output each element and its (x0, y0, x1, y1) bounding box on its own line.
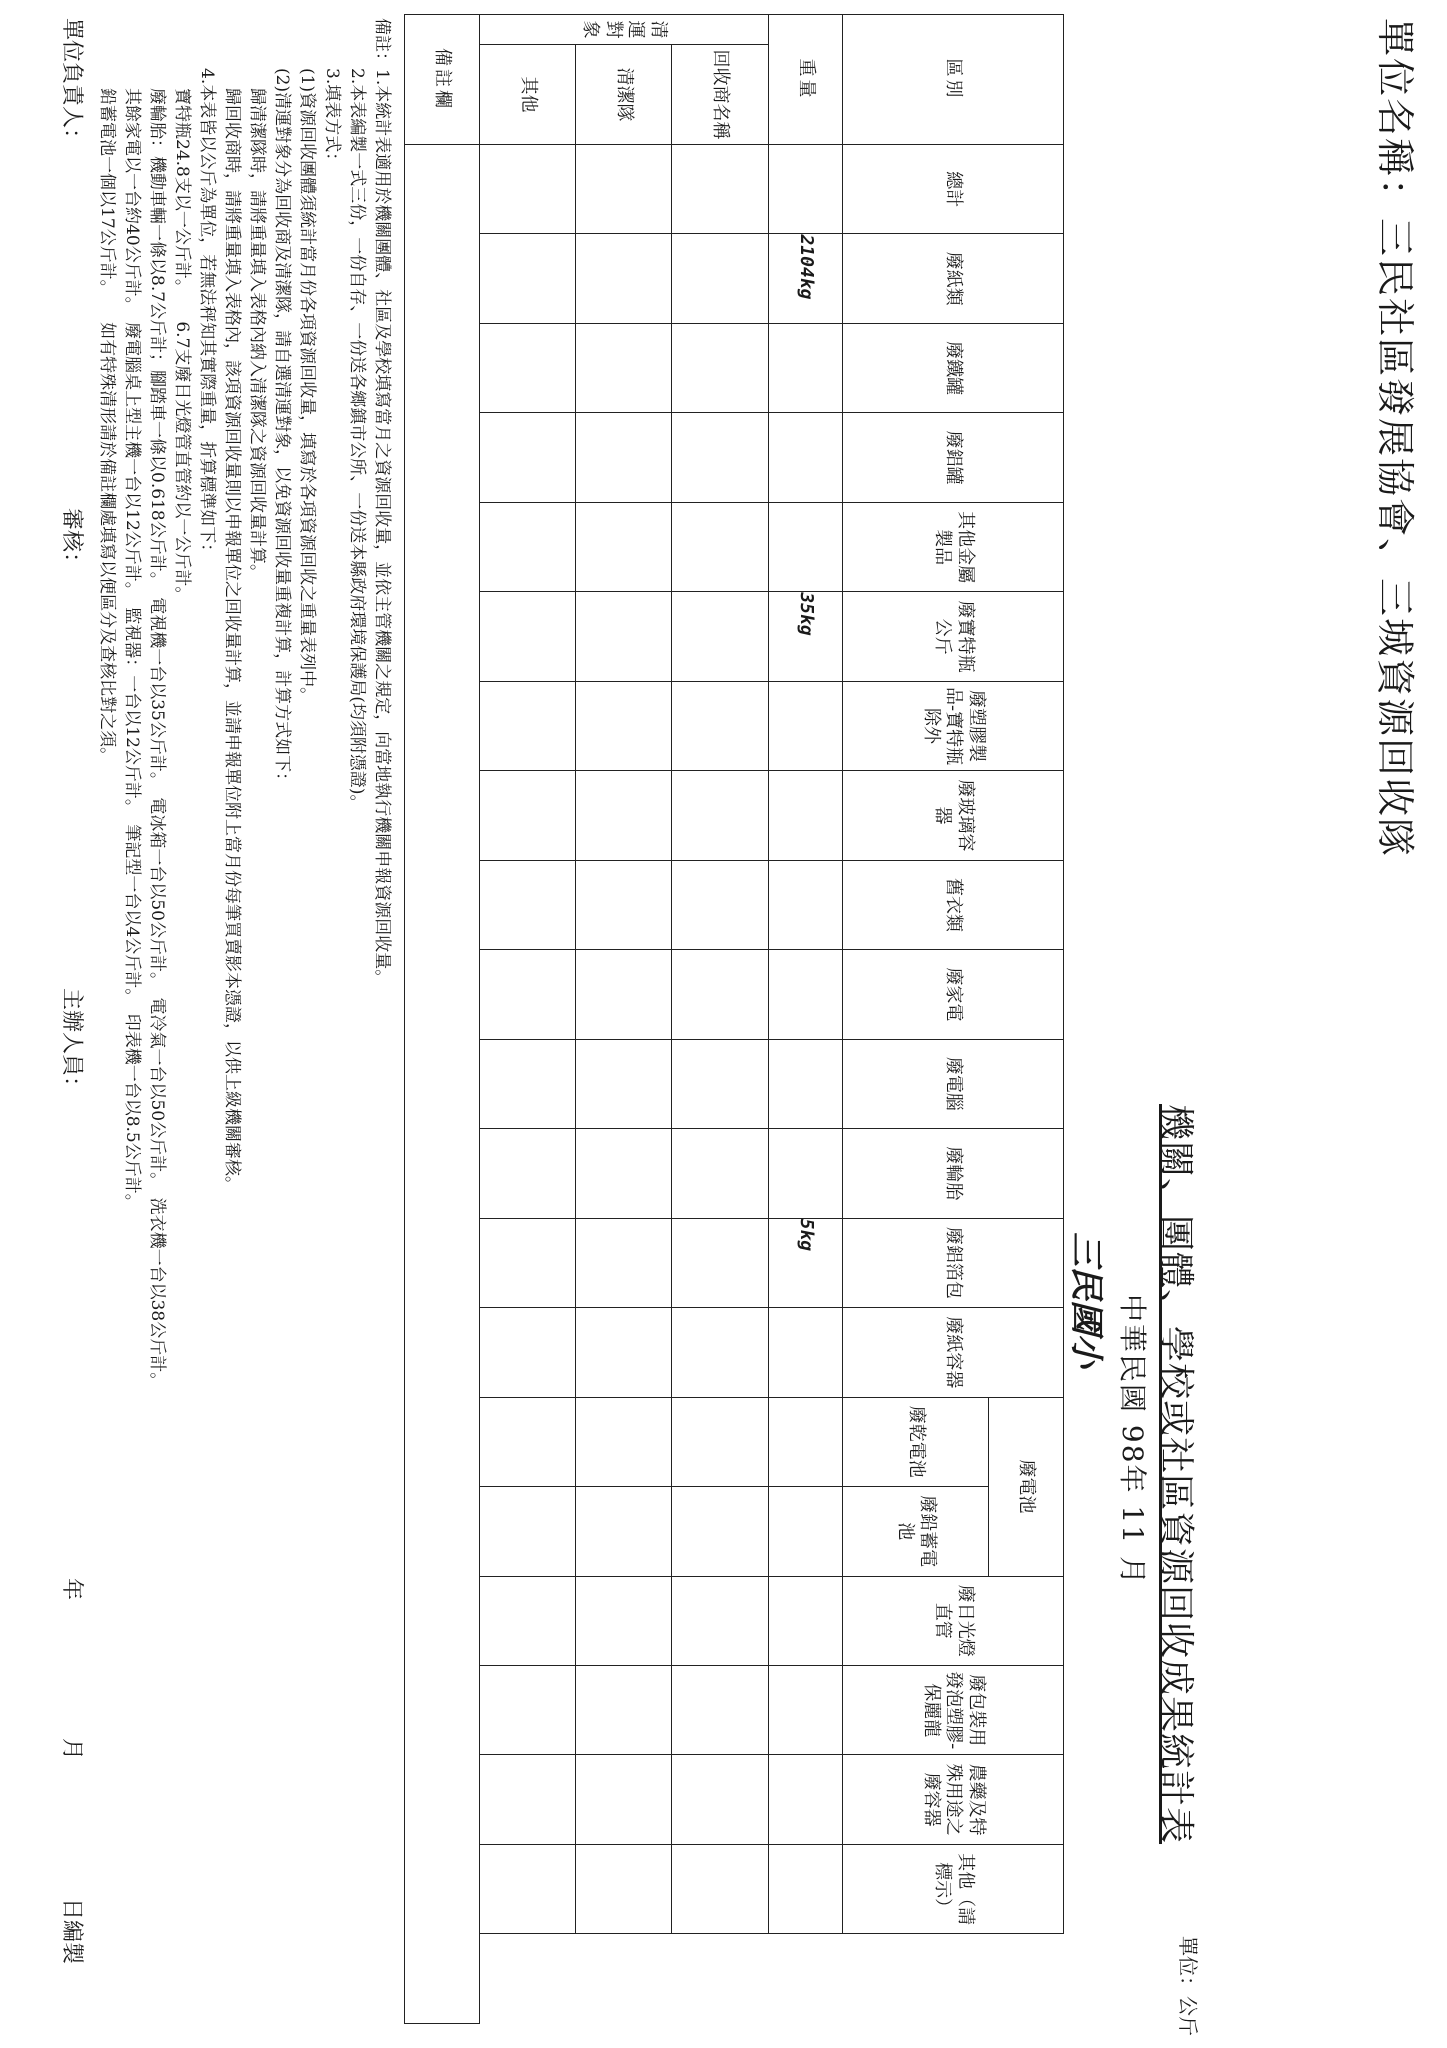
cell (671, 860, 767, 949)
header-computers: 廢電腦 (842, 1039, 1063, 1128)
cell (671, 323, 767, 412)
cell (768, 323, 843, 412)
header-dry-battery: 廢乾電池 (842, 1397, 988, 1486)
header-region: 區別 (842, 15, 1063, 145)
header-pesticide: 農藥及特殊用途之廢容器 (842, 1755, 1063, 1844)
cell (671, 950, 767, 1039)
cell (479, 1755, 575, 1844)
cell (768, 681, 843, 770)
unit-head-label: 單位負責人： (58, 18, 84, 151)
cell (479, 413, 575, 502)
cell (671, 1665, 767, 1754)
cell (768, 145, 843, 234)
label-clear-transport: 清運對象 (479, 15, 768, 45)
value-pet-bottles: 35kg (768, 592, 843, 681)
cell (768, 502, 843, 591)
note-line: 4.本表皆以公斤為單位，若無法秤知其實際重量，折算標準如下： (196, 68, 217, 561)
header-iron-cans: 廢鐵罐 (842, 323, 1063, 412)
cell (575, 1665, 671, 1754)
header-clothing: 舊衣類 (842, 860, 1063, 949)
recycling-table (404, 14, 1064, 2024)
cell (768, 771, 843, 860)
note-line: 鉛蓄電池一個以17公斤計。 如有特殊清形請於備註欄處填寫以便區分及查核比對之須。 (96, 88, 117, 765)
year-label: 年 (58, 1578, 84, 1601)
school-handwritten: 三民國小 (1065, 1232, 1106, 1368)
header-pet-bottles: 廢寶特瓶公斤 (842, 592, 1063, 681)
cell (575, 1039, 671, 1128)
month-label: 月 (58, 1738, 84, 1761)
header-plastics: 廢塑膠製品-寶特瓶除外 (842, 681, 1063, 770)
row-recycler (671, 15, 767, 2024)
cell (768, 1308, 843, 1397)
header-other: 其他（請標示） (842, 1844, 1063, 1933)
cell (671, 1218, 767, 1307)
cell (671, 502, 767, 591)
cell (479, 234, 575, 323)
cell (575, 1218, 671, 1307)
note-line: 2.本表編製一式三份，一份自存、一份送各鄉鎮市公所、一份送本縣政府環境保護局(均須附憑證)。 (346, 68, 367, 812)
cell (575, 145, 671, 234)
remarks-field (404, 145, 479, 2024)
cell (575, 323, 671, 412)
cell (575, 1487, 671, 1576)
report-date: 中華民國 98年 11 月 (1115, 1294, 1149, 1586)
row-cleaning-team (575, 15, 671, 2024)
cell (479, 1487, 575, 1576)
label-weight: 重量 (768, 15, 843, 145)
cell (768, 1576, 843, 1665)
notes-block (94, 18, 394, 1389)
cell (768, 1487, 843, 1576)
cell (671, 1844, 767, 1933)
cell (479, 502, 575, 591)
cell (575, 234, 671, 323)
note-line: 歸清潔隊時，請將重量填入表格內納入清潔隊之資源回收量計算。 (246, 88, 267, 581)
cell (479, 681, 575, 770)
cell (575, 1576, 671, 1665)
form-title (1153, 1104, 1204, 1844)
cell (575, 1844, 671, 1933)
cell (479, 1844, 575, 1933)
header-lead-battery: 廢鉛蓄電池 (842, 1487, 988, 1576)
cell (479, 1308, 575, 1397)
cell (671, 1755, 767, 1844)
label-other: 其他 (479, 45, 575, 145)
note-line: 寶特瓶24.8支以一公斤計。 6.7支廢日光燈管直管約以一公斤計。 (171, 88, 192, 604)
note-line: 其餘家電以一台約40公斤計。 廢電腦桌上型主機一台以12公斤計。 監視器：一台以12公斤計。 筆記型一台以4公斤計。 印表機一台以8.5公斤計。 (121, 88, 142, 1211)
unit-label: 單位：公斤 (1175, 1936, 1200, 2036)
cell (671, 1039, 767, 1128)
cell (575, 413, 671, 502)
row-remarks (404, 15, 479, 2024)
signature-line (49, 18, 89, 2018)
label-cleaning-team: 清潔隊 (575, 45, 671, 145)
cell (671, 1129, 767, 1218)
organizer-label: 主辦人員： (58, 988, 84, 1099)
cell (479, 1397, 575, 1486)
day-compiled-label: 日編製 (58, 1898, 84, 1965)
header-other-metal: 其他金屬製品 (842, 502, 1063, 591)
cell (479, 323, 575, 412)
cell (575, 681, 671, 770)
header-paper: 廢紙類 (842, 234, 1063, 323)
cell (671, 771, 767, 860)
cell (479, 592, 575, 681)
note-line: 備註：1.本統計表適用於機關團體、社區及學校填寫當月之資源回收量，並依主管機關之規定，向當地執行機關申報資源回收量。 (371, 18, 392, 987)
note-line: 廢輪胎：機動車輛一條以8.7公斤計；腳踏車一條以0.618公斤計。 電視機一台以35公斤計。 電冰箱一台以50公斤計。 電冷氣一台以50公斤計。 洗衣機一台以38公斤計。 (146, 88, 167, 1390)
form-title-text: 機關、團體、學校或社區資源回收成果統計表 (1154, 1104, 1196, 1845)
cell (768, 1397, 843, 1486)
cell (768, 860, 843, 949)
cell (671, 1487, 767, 1576)
header-fluorescent: 廢日光燈直管 (842, 1576, 1063, 1665)
header-aluminum-cans: 廢鋁罐 (842, 413, 1063, 502)
cell (479, 860, 575, 949)
cell (671, 145, 767, 234)
cell (671, 1397, 767, 1486)
label-recycler-name: 回收商名稱 (671, 45, 767, 145)
cell (768, 1129, 843, 1218)
cell (575, 860, 671, 949)
cell (479, 1665, 575, 1754)
header-tires: 廢輪胎 (842, 1129, 1063, 1218)
cell (671, 592, 767, 681)
cell (575, 592, 671, 681)
cell (479, 1039, 575, 1128)
cell (671, 234, 767, 323)
rotated-form-sheet (4, 4, 1444, 2044)
cell (575, 1308, 671, 1397)
cell (575, 950, 671, 1039)
cell (768, 1755, 843, 1844)
cell (768, 1844, 843, 1933)
cell (575, 771, 671, 860)
label-remarks: 備註欄 (404, 15, 479, 145)
value-aluminum-foil: 5kg (768, 1218, 843, 1307)
cell (575, 1755, 671, 1844)
note-line: (1)資源回收團體須統計當月份各項資源回收量，填寫於各項資源回收之重量表列中。 (296, 68, 317, 705)
row-other (479, 15, 575, 2024)
cell (575, 502, 671, 591)
reviewer-label: 審核： (58, 508, 84, 575)
note-line: (2)清運對象分為回收商及清潔隊，請自選清運對象，以免資源回收量重複計算，計算方式如下： (271, 68, 292, 790)
cell (575, 1129, 671, 1218)
cell (768, 950, 843, 1039)
note-line: 3.填表方式： (321, 68, 342, 170)
cell (575, 1397, 671, 1486)
unit-name: 單位名稱：三民社區發展協會、三城資源回收隊 (1372, 18, 1417, 859)
cell (479, 1218, 575, 1307)
header-total: 總計 (842, 145, 1063, 234)
cell (671, 1576, 767, 1665)
cell (479, 1129, 575, 1218)
cell (768, 1039, 843, 1128)
header-paper-containers: 廢紙容器 (842, 1308, 1063, 1397)
header-foil-packs: 廢鋁箔包 (842, 1218, 1063, 1307)
row-weight (768, 15, 843, 2024)
value-paper: 2104kg (768, 234, 843, 323)
cell (671, 413, 767, 502)
header-appliances: 廢家電 (842, 950, 1063, 1039)
cell (671, 1308, 767, 1397)
cell (479, 145, 575, 234)
cell (768, 413, 843, 502)
header-batteries-group: 廢電池 (988, 1397, 1063, 1576)
note-line: 歸回收商時，請將重量填入表格內，該項資源回收量則以申報單位之回收量計算，並請申報單位附上當月份每筆買賣影本憑證，以供上級機關審核。 (221, 88, 242, 1193)
cell (768, 1665, 843, 1754)
cell (479, 950, 575, 1039)
cell (479, 771, 575, 860)
header-row-1 (988, 15, 1063, 2024)
header-glass: 廢玻璃容器 (842, 771, 1063, 860)
header-styrofoam: 廢包裝用發泡塑膠-保麗龍 (842, 1665, 1063, 1754)
cell (671, 681, 767, 770)
cell (479, 1576, 575, 1665)
